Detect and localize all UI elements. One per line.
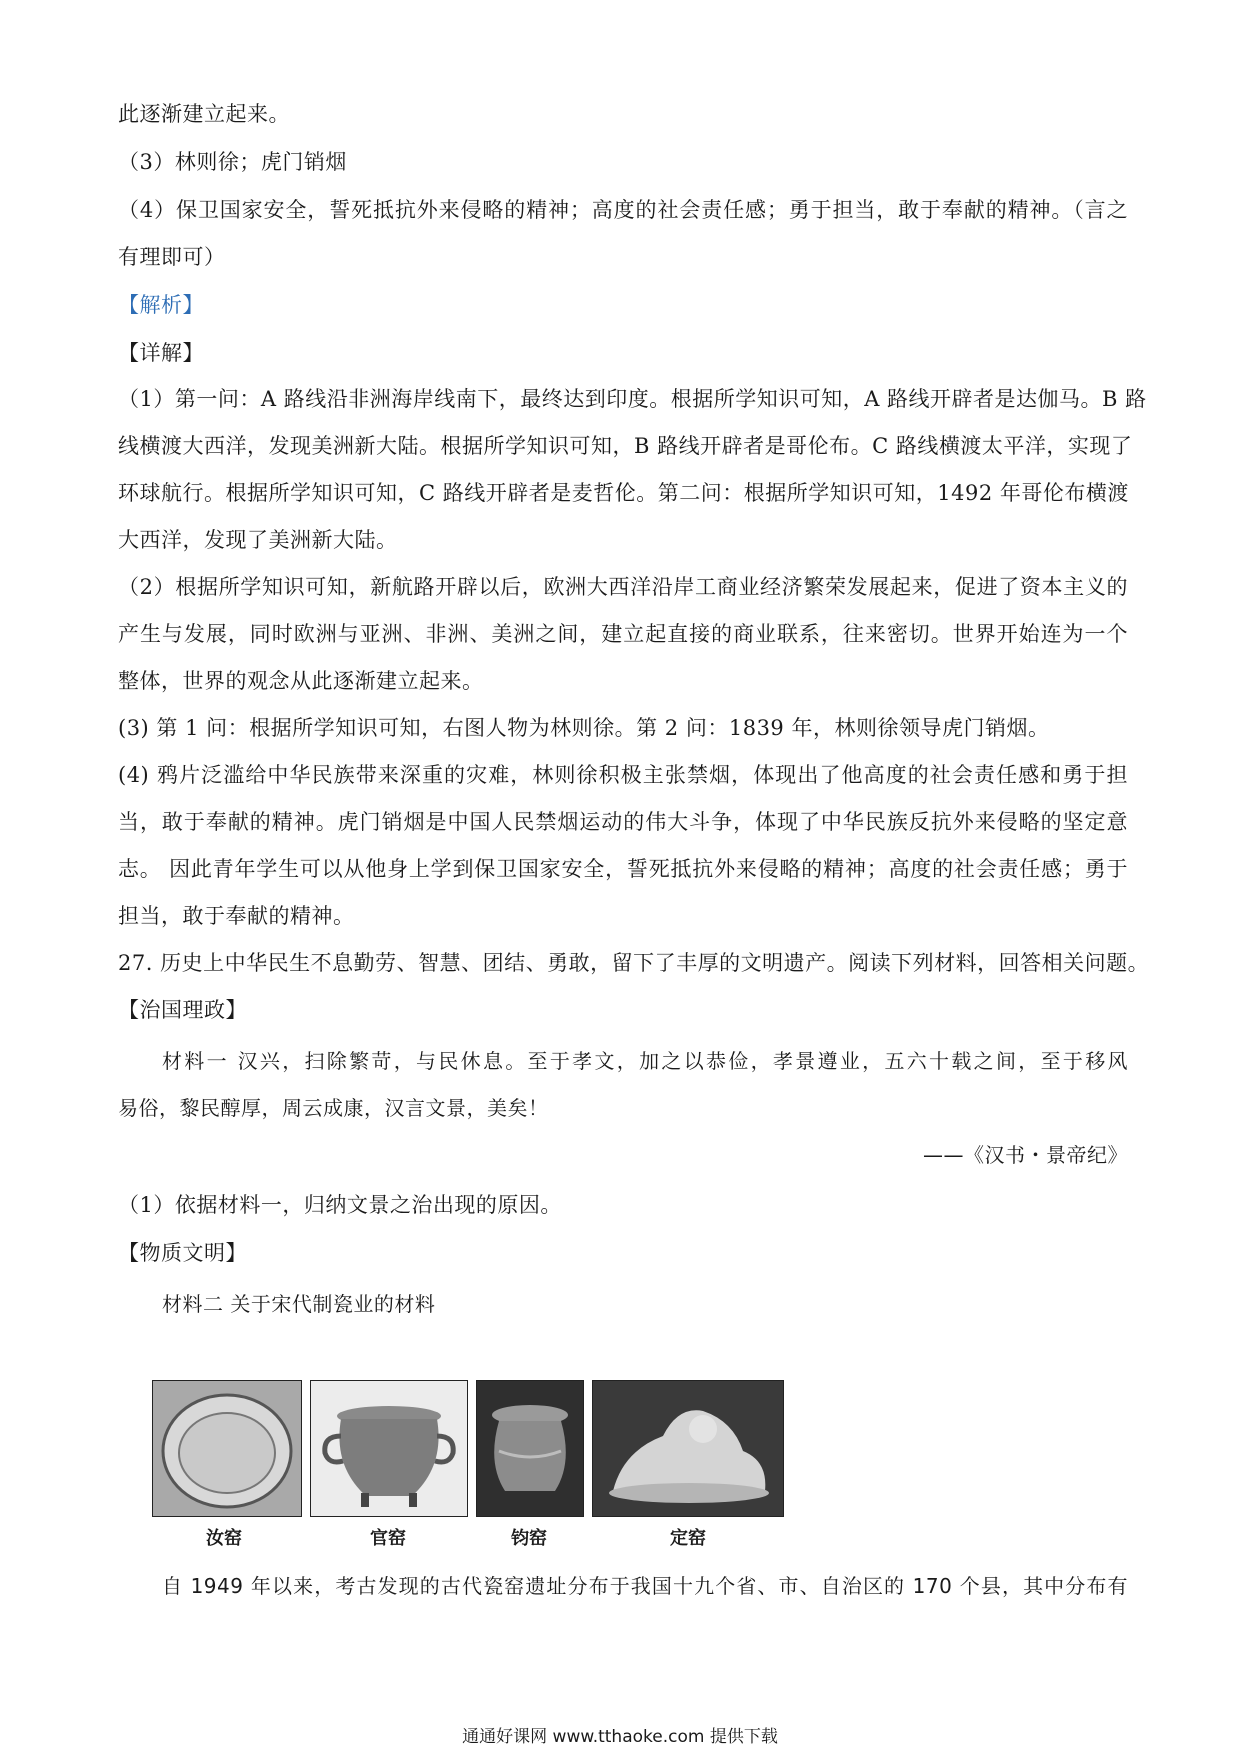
detail-4-line: 担当，敢于奉献的精神。	[118, 904, 355, 928]
detail-heading: 【详解】	[118, 341, 204, 365]
paragraph-line: 此逐渐建立起来。	[118, 102, 290, 126]
section-heading-material-civilization: 【物质文明】	[118, 1241, 247, 1265]
detail-1-line: （1）第一问：A 路线沿非洲海岸线南下，最终达到印度。根据所学知识可知，A 路线开辟者是达伽马。B 路	[118, 387, 1147, 411]
paragraph-line: 有理即可）	[118, 245, 226, 269]
question-27: 27. 历史上中华民生不息勤劳、智慧、团结、勇敢，留下了丰厚的文明遗产。阅读下列材料，回答相关问题。	[118, 951, 1150, 975]
caption-jun-kiln: 钧窑	[511, 1528, 547, 1549]
jun-kiln-vessel-image	[476, 1380, 584, 1517]
caption-guan-kiln: 官窑	[370, 1528, 406, 1549]
question-27-1: （1）依据材料一，归纳文景之治出现的原因。	[118, 1193, 562, 1217]
ru-kiln-plate-image	[152, 1380, 302, 1517]
detail-2-line: 整体，世界的观念从此逐渐建立起来。	[118, 669, 484, 693]
detail-1-line: 线横渡大西洋，发现美洲新大陆。根据所学知识可知，B 路线开辟者是哥伦布。C 路线横渡太平洋，实现了	[118, 434, 1133, 458]
caption-ru-kiln: 汝窑	[206, 1528, 242, 1549]
detail-4-line: 志。 因此青年学生可以从他身上学到保卫国家安全，誓死抵抗外来侵略的精神；高度的社会责任感；勇于	[118, 857, 1128, 881]
footer-source: 通通好课网 www.tthaoke.com 提供下载	[462, 1727, 778, 1747]
material-1-source: ——《汉书・景帝纪》	[923, 1143, 1128, 1167]
detail-4-line: (4) 鸦片泛滥给中华民族带来深重的灾难，林则徐积极主张禁烟，体现出了他高度的社会责任感和勇于担	[118, 763, 1128, 787]
ding-kiln-pillow-image	[592, 1380, 784, 1517]
caption-ding-kiln: 定窑	[670, 1528, 706, 1549]
detail-2-line: 产生与发展，同时欧洲与亚洲、非洲、美洲之间，建立起直接的商业联系，往来密切。世界开始连为一个	[118, 622, 1128, 646]
detail-4-line: 当，敢于奉献的精神。虎门销烟是中国人民禁烟运动的伟大斗争，体现了中华民族反抗外来侵略的坚定意	[118, 810, 1128, 834]
detail-1-line: 大西洋，发现了美洲新大陆。	[118, 528, 398, 552]
analysis-heading: 【解析】	[118, 293, 204, 317]
material-2-title: 材料二 关于宋代制瓷业的材料	[162, 1292, 436, 1316]
material-1-line: 易俗，黎民醇厚，周云成康，汉言文景，美矣！	[118, 1096, 549, 1120]
answer-3: （3）林则徐；虎门销烟	[118, 150, 347, 174]
answer-4: （4）保卫国家安全，誓死抵抗外来侵略的精神；高度的社会责任感；勇于担当，敢于奉献的精神。（言之	[118, 198, 1128, 222]
guan-kiln-censer-image	[310, 1380, 468, 1517]
section-heading-governance: 【治国理政】	[118, 998, 247, 1022]
detail-2-line: （2）根据所学知识可知，新航路开辟以后，欧洲大西洋沿岸工商业经济繁荣发展起来，促进了资本主义的	[118, 575, 1128, 599]
detail-3-line: (3) 第 1 问：根据所学知识可知，右图人物为林则徐。第 2 问：1839 年，林则徐领导虎门销烟。	[118, 716, 1050, 740]
material-1-line: 材料一 汉兴，扫除繁苛，与民休息。至于孝文，加之以恭俭，孝景遵业，五六十载之间，至于移风	[162, 1049, 1128, 1073]
porcelain-figures	[152, 1380, 822, 1549]
detail-1-line: 环球航行。根据所学知识可知，C 路线开辟者是麦哲伦。第二问：根据所学知识可知，1492 年哥伦布横渡	[118, 481, 1129, 505]
material-2-text-line: 自 1949 年以来，考古发现的古代瓷窑遗址分布于我国十九个省、市、自治区的 170 个县，其中分布有	[162, 1574, 1128, 1598]
